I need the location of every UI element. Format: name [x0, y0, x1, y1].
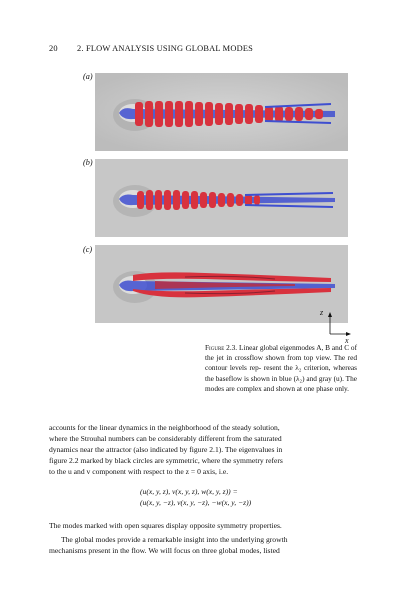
body-paragraph-1 [49, 422, 357, 477]
panel-c [95, 245, 348, 323]
caption-line: in crossflow shown from top view. The red contour levels rep- [205, 353, 357, 373]
caption-line: resent the λ₂ criterion, whereas the baseflow is shown in blue [205, 363, 357, 383]
equation-line: (u(x, y, z), v(x, y, z), w(x, y, z)) = [140, 487, 238, 496]
caption-line: phase only. [316, 383, 350, 393]
caption-line: Linear global eigenmodes A, B and C of the jet [205, 343, 357, 363]
text-line: figure 2.2 marked by black circles are symmetric, where the symmetry refers [49, 456, 283, 465]
symmetry-equation [140, 486, 251, 508]
panel-a-image [95, 73, 348, 151]
caption-line: (λ₂) and gray (u). The modes are complex and shown at one [205, 373, 357, 393]
equation-line: (u(x, y, −z), v(x, y, −z), −w(x, y, −z)) [140, 498, 252, 507]
coordinate-axes [320, 308, 354, 345]
panel-label-a: (a) [83, 72, 93, 81]
text-line: dynamics near the attractor (also indicated by figure 2.1). The eigenvalues in [49, 445, 283, 454]
page-number: 20 [49, 44, 58, 53]
axes-arrows [320, 309, 354, 339]
panel-b-image [95, 159, 348, 237]
caption-label: Figure 2.3. [205, 343, 238, 352]
panel-c-image [95, 245, 348, 323]
body-paragraph-2 [49, 520, 357, 531]
body-paragraph-3 [49, 534, 357, 556]
panel-b [95, 159, 348, 237]
text-line: where the Strouhal numbers can be considerably different from the saturated [49, 434, 282, 443]
axis-label-x: x [345, 336, 349, 345]
panel-a [95, 73, 348, 151]
text-line: The modes marked with open squares display opposite symmetry properties. [49, 521, 282, 530]
axis-label-z: z [320, 308, 324, 317]
text-line: accounts for the linear dynamics in the neighborhood of the steady solution, [49, 423, 280, 432]
text-line: to the u and v component with respect to the z = 0 axis, i.e. [49, 467, 229, 476]
running-title: 2. FLOW ANALYSIS USING GLOBAL MODES [77, 44, 253, 53]
panel-label-b: (b) [83, 158, 93, 167]
figure-caption [205, 343, 357, 394]
text-line: The global modes provide a remarkable insight into the underlying growth [61, 535, 288, 544]
panel-label-c: (c) [83, 245, 93, 254]
text-line: mechanisms present in the flow. We will focus on three global modes, listed [49, 546, 280, 555]
